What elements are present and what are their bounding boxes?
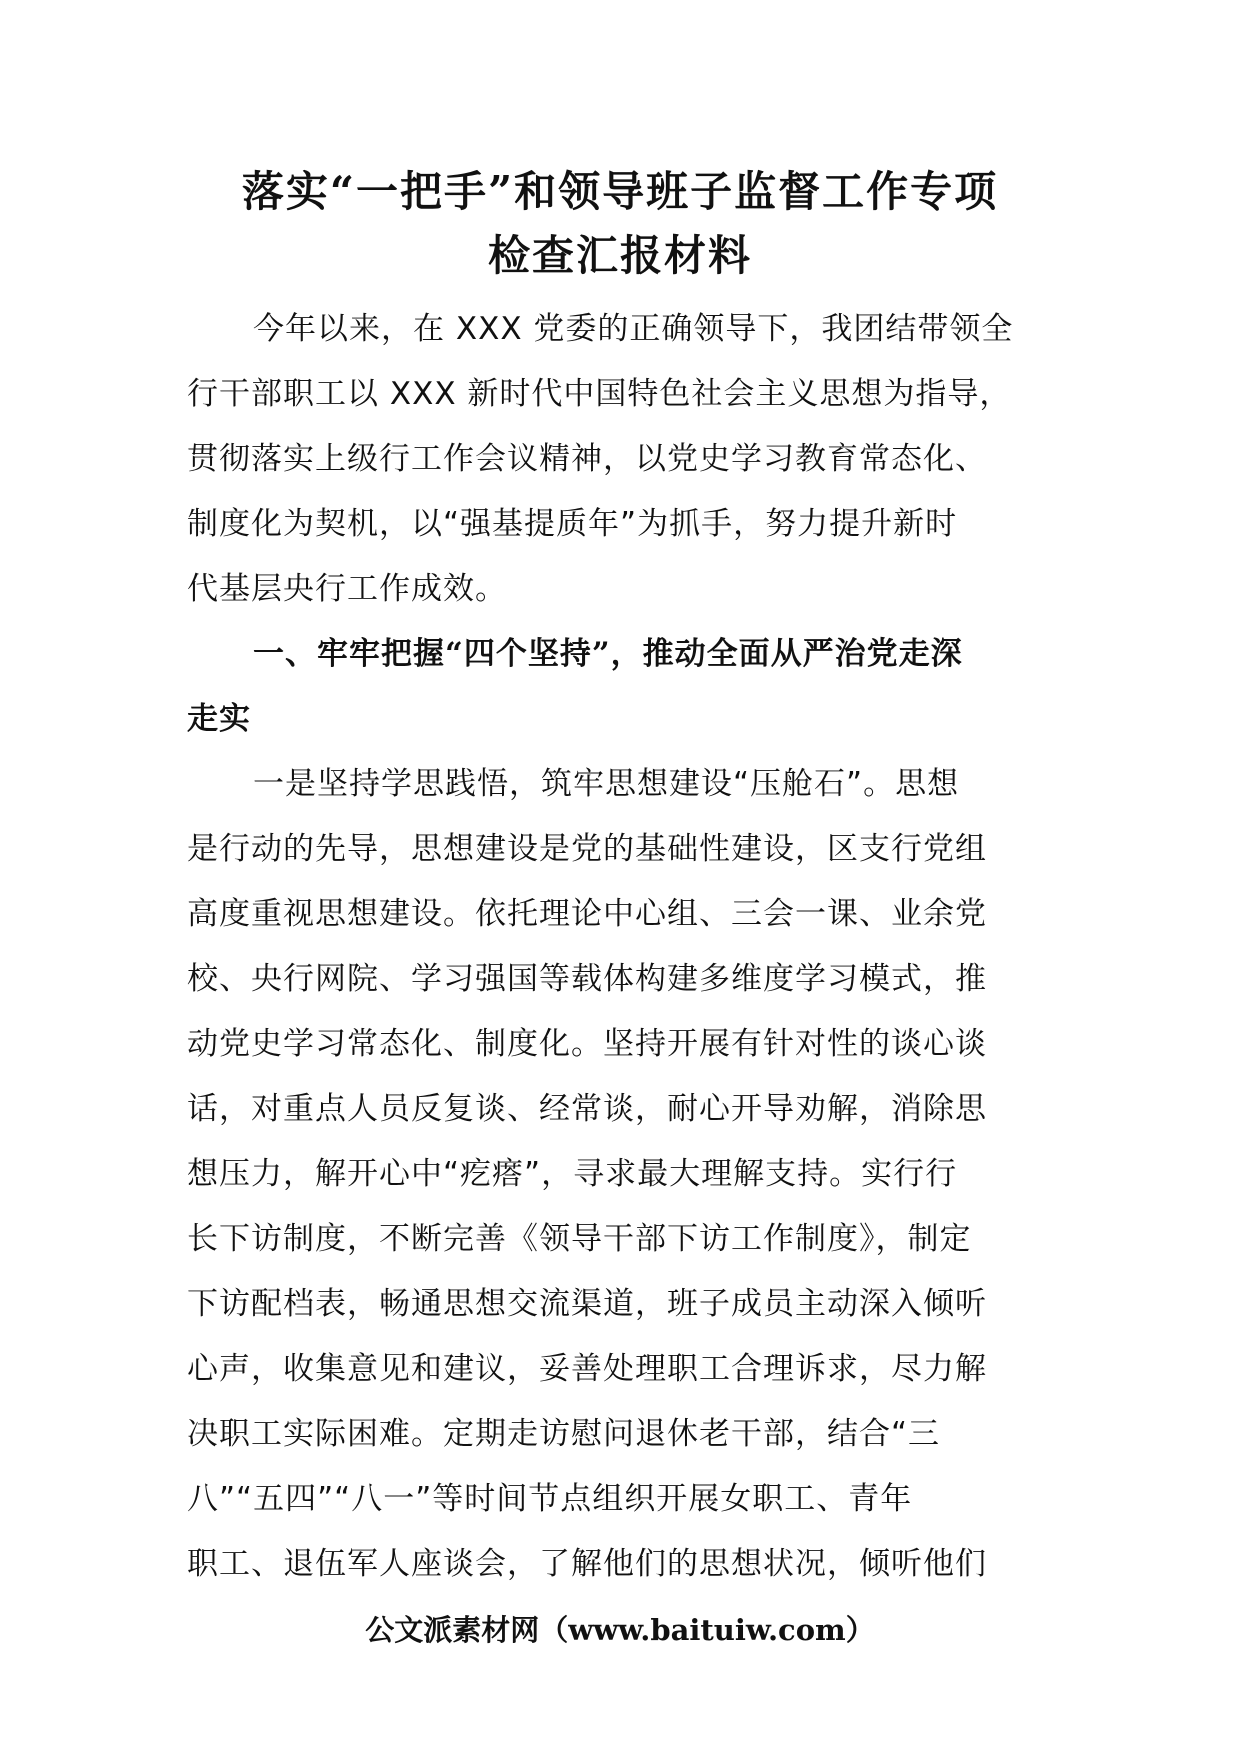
- paragraph-line: 心声，收集意见和建议，妥善处理职工合理诉求，尽力解: [187, 1351, 987, 1387]
- title-line: 落实“一把手”和领导班子监督工作专项: [241, 167, 999, 216]
- paragraph-line: 动党史学习常态化、制度化。坚持开展有针对性的谈心谈: [187, 1026, 987, 1062]
- document-body: [187, 297, 1057, 1597]
- section-heading-line: 一、牢牢把握“四个坚持”，推动全面从严治党走深: [253, 636, 963, 672]
- paragraph-line: 话，对重点人员反复谈、经常谈，耐心开导劝解，消除思: [187, 1091, 987, 1127]
- paragraph-line: 今年以来，在 XXX 党委的正确领导下，我团结带领全: [253, 311, 1014, 347]
- paragraph-line: 代基层央行工作成效。: [187, 571, 507, 607]
- paragraph-line: 八”“五四”“八一”等时间节点组织开展女职工、青年: [187, 1481, 913, 1517]
- paragraph-line: 下访配档表，畅通思想交流渠道，班子成员主动深入倾听: [187, 1286, 987, 1322]
- paragraph-line: 长下访制度，不断完善《领导干部下访工作制度》，制定: [187, 1221, 972, 1257]
- paragraph-line: 是行动的先导，思想建设是党的基础性建设，区支行党组: [187, 831, 987, 867]
- paragraph-line: 行干部职工以 XXX 新时代中国特色社会主义思想为指导，: [187, 376, 1012, 412]
- paragraph-line: 制度化为契机，以“强基提质年”为抓手，努力提升新时: [187, 506, 958, 542]
- title-line: 检查汇报材料: [487, 231, 752, 280]
- paragraph-line: 校、央行网院、学习强国等载体构建多维度学习模式，推: [187, 961, 987, 997]
- paragraph-line: 高度重视思想建设。依托理论中心组、三会一课、业余党: [187, 896, 987, 932]
- footer-watermark: 公文派素材网（www.baituiw.com）: [365, 1613, 875, 1647]
- paragraph-line: 职工、退伍军人座谈会，了解他们的思想状况，倾听他们: [187, 1546, 987, 1582]
- paragraph-line: 一是坚持学思践悟，筑牢思想建设“压舱石”。思想: [253, 766, 960, 802]
- paragraph-line: 决职工实际困难。定期走访慰问退休老干部，结合“三: [187, 1416, 941, 1452]
- document-title: [150, 160, 1090, 288]
- paragraph-line: 贯彻落实上级行工作会议精神，以党史学习教育常态化、: [187, 441, 987, 477]
- paragraph-line: 想压力，解开心中“疙瘩”，寻求最大理解支持。实行行: [187, 1156, 958, 1192]
- section-heading-line: 走实: [187, 701, 251, 737]
